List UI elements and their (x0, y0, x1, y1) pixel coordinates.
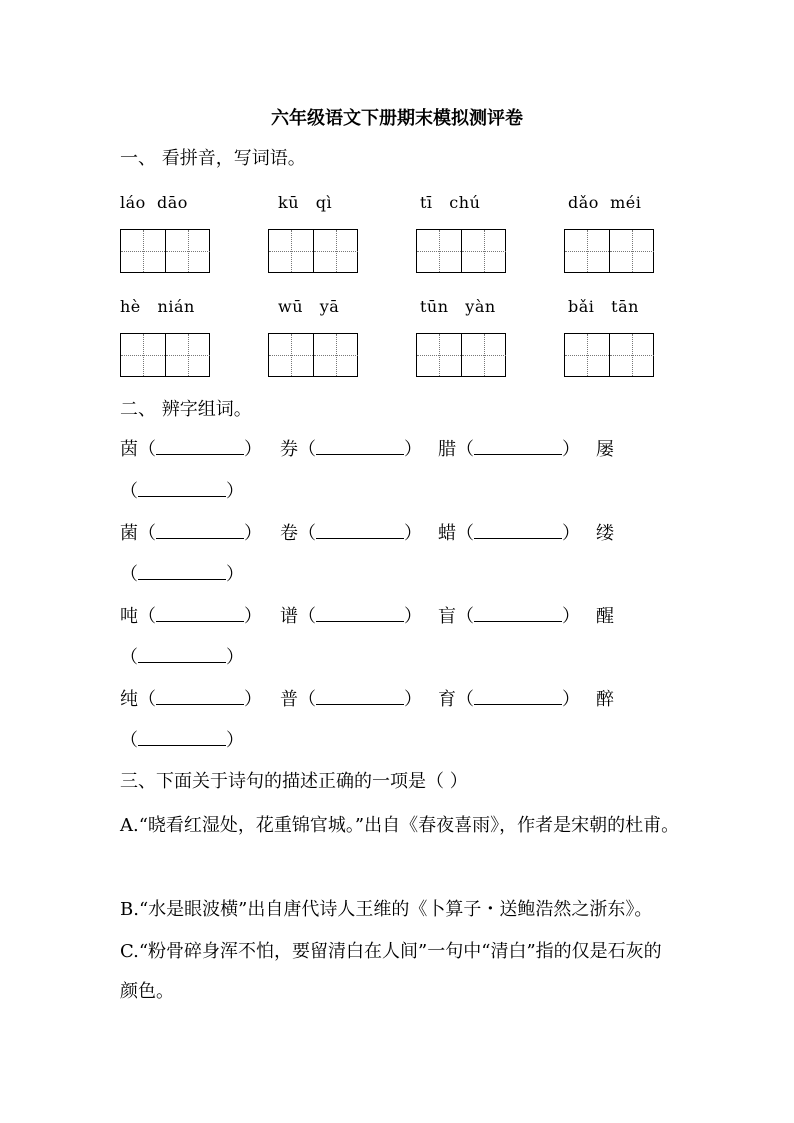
char: 蜡 (438, 523, 456, 544)
word-group-item: 券（ ） (280, 439, 422, 460)
writing-box[interactable] (268, 333, 358, 377)
writing-box[interactable] (120, 229, 210, 273)
char: 育 (438, 689, 456, 710)
char: 腊 (438, 439, 456, 460)
char: 茵 (120, 439, 138, 460)
page-title: 六年级语文下册期末模拟测评卷 (271, 108, 523, 129)
char: 缕 (596, 523, 614, 544)
answer-blank[interactable] (138, 482, 226, 497)
char: 菌 (120, 523, 138, 544)
writing-box[interactable] (120, 333, 210, 377)
word-group-item: （ ） (120, 564, 244, 585)
answer-blank[interactable] (316, 440, 404, 455)
word-group-item: 蜡（ ） (438, 523, 580, 544)
word-group-item: 盲（ ） (438, 606, 580, 627)
answer-blank[interactable] (316, 524, 404, 539)
answer-blank[interactable] (474, 524, 562, 539)
answer-blank[interactable] (138, 648, 226, 663)
char: 卷 (280, 523, 298, 544)
answer-blank[interactable] (156, 607, 244, 622)
word-group-item: 菌（ ） (120, 523, 262, 544)
word-group-item: 茵（ ） (120, 439, 262, 460)
answer-blank[interactable] (138, 565, 226, 580)
char: 纯 (120, 689, 138, 710)
pinyin-1-3: tī chú (420, 193, 481, 212)
writing-box[interactable] (564, 229, 654, 273)
writing-box[interactable] (268, 229, 358, 273)
word-group-item: 育（ ） (438, 689, 580, 710)
char: 吨 (120, 606, 138, 627)
word-group-item: 谱（ ） (280, 606, 422, 627)
char: 屡 (596, 439, 614, 460)
word-group-item: 腊（ ） (438, 439, 580, 460)
char: 盲 (438, 606, 456, 627)
pinyin-2-4: bǎi tān (568, 297, 639, 316)
answer-blank[interactable] (474, 690, 562, 705)
answer-blank[interactable] (138, 731, 226, 746)
char: 醒 (596, 606, 614, 627)
option-a[interactable]: A.“晓看红湿处，花重锦官城。”出自《春夜喜雨》，作者是宋朝的杜甫。 (120, 815, 680, 836)
word-group-item: 纯（ ） (120, 689, 262, 710)
option-c[interactable]: C.“粉骨碎身浑不怕，要留清白在人间”一句中“清白”指的仅是石灰的 颜色。 (120, 941, 662, 1002)
word-group-item: （ ） (120, 730, 244, 751)
answer-blank[interactable] (474, 440, 562, 455)
answer-blank[interactable] (474, 607, 562, 622)
pinyin-1-2: kū qì (278, 193, 333, 212)
pinyin-1-4: dǎo méi (568, 193, 642, 212)
answer-blank[interactable] (156, 690, 244, 705)
pinyin-1-1: láo dāo (120, 193, 188, 212)
char: 普 (280, 689, 298, 710)
word-group-item: （ ） (120, 481, 244, 502)
section-2-heading: 二、 辨字组词。 (120, 399, 252, 420)
word-group-item: （ ） (120, 647, 244, 668)
pinyin-2-3: tūn yàn (420, 297, 496, 316)
section-1-heading: 一、 看拼音，写词语。 (120, 148, 306, 169)
writing-box[interactable] (416, 229, 506, 273)
char: 醉 (596, 689, 614, 710)
char: 谱 (280, 606, 298, 627)
writing-box[interactable] (416, 333, 506, 377)
answer-blank[interactable] (156, 524, 244, 539)
section-3-heading: 三、下面关于诗句的描述正确的一项是（ ） (120, 771, 468, 792)
option-b[interactable]: B.“水是眼波横”出自唐代诗人王维的《卜算子・送鲍浩然之浙东》。 (120, 899, 653, 920)
writing-box[interactable] (564, 333, 654, 377)
answer-blank[interactable] (316, 607, 404, 622)
pinyin-2-1: hè nián (120, 297, 195, 316)
word-group-item: 卷（ ） (280, 523, 422, 544)
answer-blank[interactable] (316, 690, 404, 705)
answer-blank[interactable] (156, 440, 244, 455)
pinyin-2-2: wū yā (278, 297, 340, 316)
char: 券 (280, 439, 298, 460)
word-group-item: 吨（ ） (120, 606, 262, 627)
word-group-item: 普（ ） (280, 689, 422, 710)
